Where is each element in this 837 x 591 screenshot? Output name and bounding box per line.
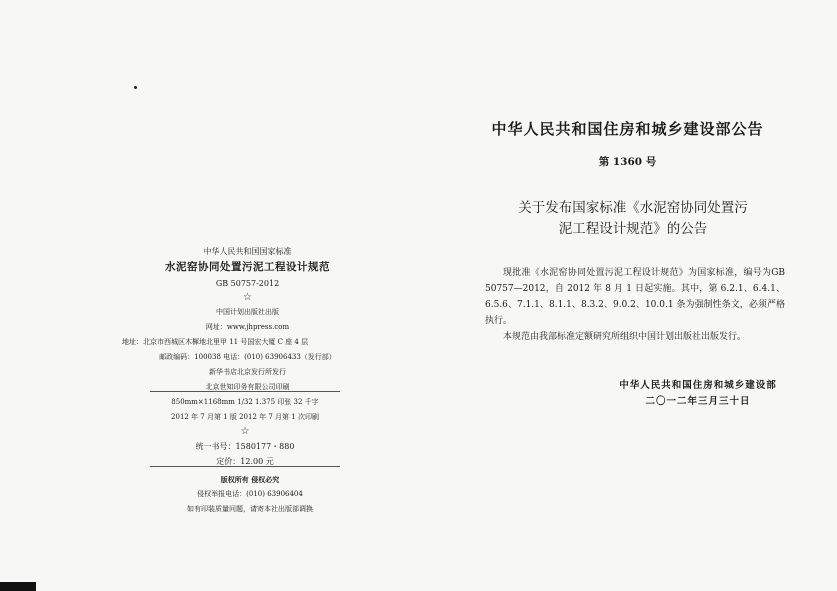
body-paragraph: 现批准《水泥窑协同处置污泥工程设计规范》为国家标准，编号为GB 50757—2012，自 2012 年 8 月 1 日起实施。其中，第 6.2.1、6.4.1、6.5.6、7.1.1、8.1.1、8.3.2、9.0.2、10.0.1 条为强制性条文，必须严格执行。 [485, 268, 785, 326]
colophon-page [0, 0, 418, 591]
edition-info: 2012 年 7 月第 1 版 2012 年 7 月第 1 次印刷 [171, 413, 319, 421]
postal-phone: 邮政编码：100038 电话：(010) 63906433（发行部） [159, 353, 336, 361]
standard-type: 中华人民共和国国家标准 [203, 247, 292, 256]
rights-block [165, 472, 335, 517]
star-ornament: ☆ [243, 292, 252, 303]
colophon-block [122, 244, 365, 395]
scan-speck [134, 86, 137, 89]
piracy-hotline: 侵权举报电话：(010) 63906404 [197, 490, 303, 498]
announcement-subject [488, 198, 778, 240]
issue-date: 二〇一二年三月三十日 [645, 396, 751, 407]
issuer-block [603, 378, 793, 410]
divider-bottom [150, 466, 340, 467]
announcement-page [418, 0, 837, 591]
publisher: 中国计划出版社出版 [216, 308, 279, 316]
book-format: 850mm×1168mm 1/32 1.375 印张 32 千字 [171, 398, 319, 406]
star-ornament: ☆ [240, 426, 250, 437]
distributor: 新华书店北京发行所发行 [209, 368, 286, 376]
divider-top [150, 391, 340, 392]
announcement-body [485, 265, 785, 345]
address: 地址：北京市西城区木樨地北里甲 11 号国宏大厦 C 座 4 层 [122, 338, 309, 346]
announcement-number: 第 1360 号 [598, 156, 657, 168]
print-details [150, 395, 340, 469]
standard-code: GB 50757-2012 [215, 279, 280, 288]
subject-line: 泥工程设计规范》的公告 [558, 221, 708, 237]
printer: 北京世知印务有限公司印刷 [205, 383, 290, 391]
standard-title: 水泥窑协同处置污泥工程设计规范 [165, 261, 330, 273]
scan-edge-mark [0, 582, 36, 591]
announcement-authority: 中华人民共和国住房和城乡建设部公告 [491, 120, 764, 138]
issuer-name: 中华人民共和国住房和城乡建设部 [619, 380, 777, 391]
subject-line: 关于发布国家标准《水泥窑协同处置污 [518, 200, 748, 216]
body-paragraph: 本规范由我部标准定额研究所组织中国计划出版社出版发行。 [503, 332, 747, 342]
website: 网址：www.jhpress.com [205, 323, 290, 331]
quality-note: 如有印装质量问题，请寄本社出版部调换 [187, 505, 313, 513]
price: 定价：12.00 元 [216, 457, 274, 466]
rights-notice: 版权所有 侵权必究 [220, 475, 280, 484]
book-number: 统一书号：1580177・880 [195, 442, 295, 451]
